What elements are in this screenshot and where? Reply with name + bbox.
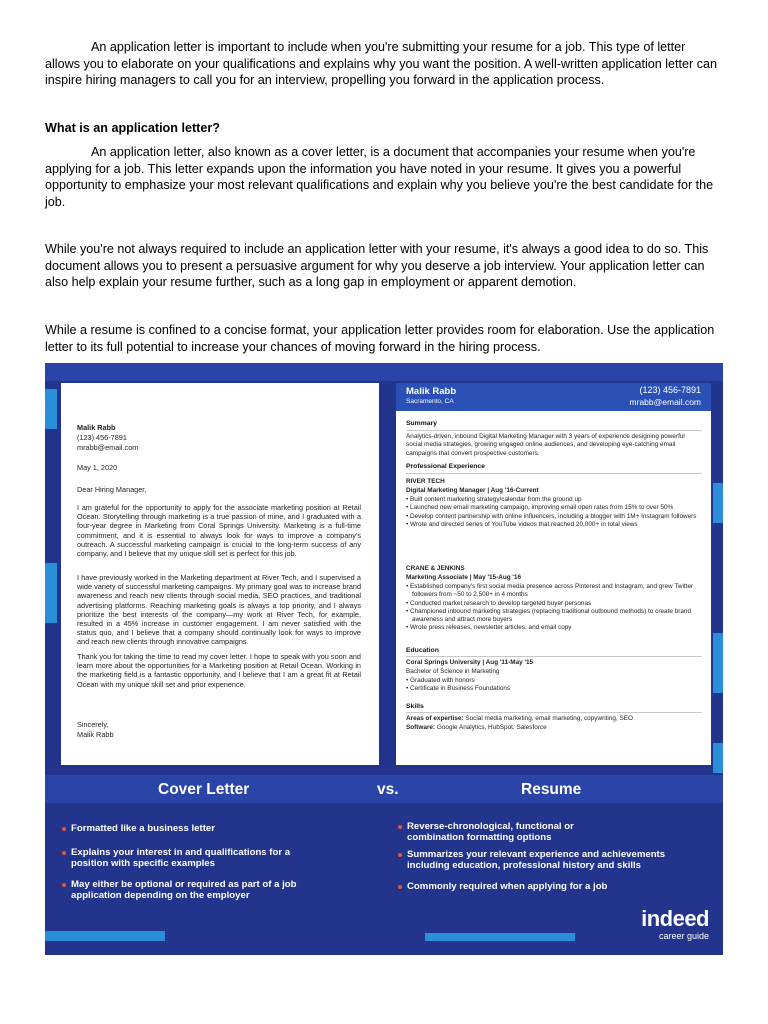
letter-paragraph: I have previously worked in the Marketing department at River Tech, and I supervised a wide variety of successful marketing campaigns. My primary goal was to increase brand awareness and reach new clients through social media, SEO practices, and traditional advertising platforms. Reaching marketing goals is always a top priority, and I always prioritize the best interests of the company—my work at River Tech, for example, resulted in a 45% increase in customer engagement. I am never satisfied with the status quo, and I believe that a company should continually look for ways to improve and reach new clients through innovative campaigns. (77, 573, 361, 647)
letter-closing: Sincerely, (77, 720, 109, 729)
logo-wordmark: indeed (641, 906, 709, 931)
resume-software: Software: Google Analytics, HubSpot, Salesforce (406, 724, 547, 731)
resume-location: Sacramento, CA (406, 398, 454, 405)
resume-phone: (123) 456-7891 (639, 385, 701, 395)
resume-degree: Bachelor of Science in Marketing (406, 668, 500, 675)
resume-sample (396, 383, 711, 765)
accent-bar (45, 389, 57, 429)
letter-greeting: Dear Hiring Manager, (77, 485, 147, 494)
cover-letter-vs-resume-infographic (45, 363, 723, 955)
letter-paragraph: Thank you for taking the time to read my cover letter. I hope to speak with you soon and learn more about the opportunities for a Marketing position at Retail Ocean. Working in the marketing field is a fantastic opportunity, and I believe that I am a great fit at Retail Ocean with my unique skill set and prior experience. (77, 652, 361, 689)
bullet-icon (62, 883, 66, 887)
elaboration-paragraph: While a resume is confined to a concise format, your application letter provides room for elaboration. Use the application letter to its full potential to increase your chances of moving forward in the hiring process. (45, 323, 715, 354)
letter-date: May 1, 2020 (77, 463, 118, 472)
accent-bar (45, 563, 57, 623)
accent-bar (713, 743, 723, 773)
resume-point: Summarizes your relevant experience and achievements including education, professional history and skills (407, 849, 666, 871)
resume-company: CRANE & JENKINS (406, 565, 465, 572)
resume-header (396, 383, 711, 411)
letter-paragraph: I am grateful for the opportunity to apply for the associate marketing position at Retail Ocean. Storytelling through marketing is a true passion of mine, and I graduated with a four-year degree in Marketing from Coral Springs University. Marketing is a full-time commitment, and it is essential to always look for ways to improve a company's outreach. A successful marketing campaign is crucial to the long-term success of any company, and I believe that my unique skill set is perfect for this job. (77, 503, 361, 559)
bullet-icon (398, 853, 402, 857)
letter-phone: (123) 456-7891 (77, 433, 127, 442)
letter-name: Malik Rabb (77, 423, 116, 432)
resume-skills: Areas of expertise: Social media marketing, email marketing, copywriting, SEO (406, 715, 633, 722)
resume-experience-heading: Professional Experience (406, 463, 485, 470)
cover-letter-title: Cover Letter (158, 781, 250, 798)
intro-paragraph: An application letter is important to include when you're submitting your resume for a job. This type of letter allows you to elaborate on your qualifications and explains why you want the position. A well-written application letter can inspire hiring managers to call you for an interview, propelling you forward in the application process. (45, 40, 718, 87)
importance-paragraph: While you're not always required to include an application letter with your resume, it's always a good idea to do so. This document allows you to present a persuasive argument for why you deserve a job interview. Your application letter can also help explain your resume further, such as a long gap in employment or apparent demotion. (45, 242, 709, 289)
cover-point: May either be optional or required as part of a job application depending on the employer (71, 879, 297, 901)
cover-point: Formatted like a business letter (71, 823, 215, 834)
accent-bar (713, 633, 723, 693)
resume-summary-heading: Summary (406, 420, 437, 427)
top-band (45, 363, 723, 381)
resume-point: Commonly required when applying for a job (407, 881, 608, 892)
resume-bullet: • Graduated with honors • Certificate in Business Foundations (406, 677, 511, 693)
bullet-icon (398, 825, 402, 829)
bullet-icon (62, 827, 66, 831)
bullet-icon (398, 885, 402, 889)
accent-bar (425, 933, 575, 941)
bullet-icon (62, 851, 66, 855)
divider (406, 430, 702, 431)
vs-label: vs. (377, 781, 399, 798)
resume-job-title: Digital Marketing Manager | Aug '16-Current (406, 487, 539, 494)
resume-company: RIVER TECH (406, 478, 445, 485)
resume-job-title: Marketing Associate | May '15-Aug '16 (406, 574, 522, 581)
cover-point: Explains your interest in and qualifications for a position with specific examples (71, 847, 291, 869)
letter-signature: Malik Rabb (77, 730, 114, 739)
resume-bullet: • Established company's first social media presence across Pinterest and Instagram, and grew Twitter followers from ~50 to 2,500+ in 4 months • Conducted market research to develop targeted buyer personas • Championed inbound marketing strategies (replacing traditional outbound methods) to create brand awareness and attract more buyers • Wrote press releases, newsletter articles, and email copy (406, 583, 694, 632)
letter-email: mrabb@email.com (77, 443, 139, 452)
accent-bar (45, 931, 165, 941)
resume-name: Malik Rabb (406, 386, 457, 397)
resume-bullet: • Built content marketing strategy/calendar from the ground up • Launched new email marketing campaign, improving email open rates from 15% to over 50% • Develop content partnership with online influencers, including a blogger with 1M+ Instagram followers • Wrote and directed series of YouTube videos that reached 20,000+ in total views (406, 496, 697, 528)
section-heading: What is an application letter? (45, 121, 220, 135)
resume-email: mrabb@email.com (629, 397, 701, 407)
indeed-logo (641, 908, 709, 942)
resume-education-heading: Education (406, 647, 439, 654)
logo-subtitle: career guide (658, 931, 709, 941)
accent-bar (713, 483, 723, 523)
divider (406, 656, 702, 657)
resume-skills-heading: Skills (406, 703, 424, 710)
resume-title: Resume (521, 781, 582, 798)
resume-summary: Analytics-driven, inbound Digital Marketing Manager with 3 years of experience designing powerful social media strategies, growing engaged online audiences, and developing eye-catching email campaigns that convert prospective customers. (406, 433, 685, 457)
resume-point: Reverse-chronological, functional or combination formatting options (407, 821, 574, 843)
divider (406, 473, 702, 474)
divider (406, 712, 702, 713)
resume-school: Coral Springs University | Aug '11-May '15 (406, 659, 534, 666)
cover-letter-sample (61, 383, 379, 765)
definition-paragraph: An application letter, also known as a cover letter, is a document that accompanies your resume when you're applying for a job. This letter expands upon the information you have noted in your resume. It gives you a powerful opportunity to emphasize your most relevant qualifications and explain why you believe you're the best candidate for the job. (45, 145, 714, 209)
